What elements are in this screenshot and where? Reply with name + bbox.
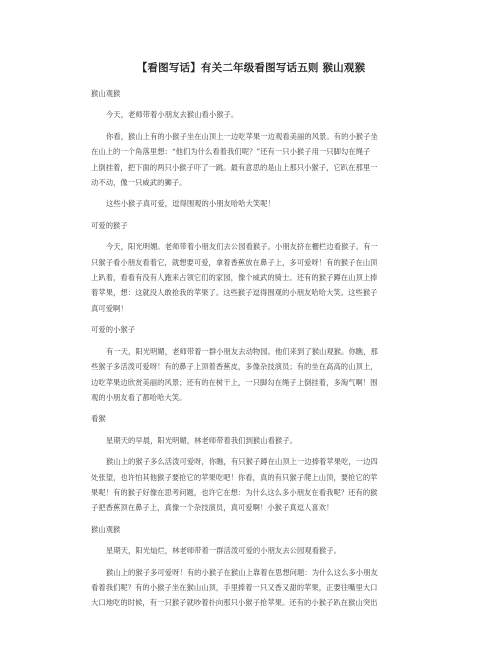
paragraph-line: 这些小猴子真可爱，逗得围观的小朋友哈哈大笑呢！ [106,199,275,209]
document-body [91,86,417,611]
paragraph-line: 观的小朋友看了都哈哈大笑。 [91,392,187,402]
section-heading: 看猴 [91,414,106,424]
paragraph-line: 大口地吃的时候，有一只猴子就吵着扑向那只小猴子抢苹果。还有的小猴子趴在猴山突出 [91,598,378,608]
paragraph-line: 看着我们呢？有的小猴子坐在猴山山顶，手里捧着一只又香又甜的苹果，正要往嘴里大口 [91,582,378,592]
document-title: 【看图写话】有关二年级看图写话五则 猴山观猴 [136,62,366,74]
paragraph-line: 有一天，阳光明媚，老师带着一群小朋友去动物园。他们来到了猴山观猴。你瞧，那 [106,346,378,356]
section-heading: 猴山观猴 [91,89,121,98]
paragraph-line: 动不动，像一只威武的狮子。 [91,178,187,188]
section-heading: 可爱的猴子 [91,220,128,230]
paragraph-line: 着苹果，想：这就没人敢抢我的苹果了。这些猴子逗得围观的小朋友哈哈大笑。这些猴子 [91,288,378,298]
section-heading: 可爱的小猴子 [91,325,136,335]
section-heading: 猴山观猴 [91,524,121,534]
paragraph-line: 星期天的早晨，阳光明媚，林老师带着我们到猴山看猴子。 [106,435,298,445]
paragraph-line: 你看，猴山上有的小猴子坐在山顶上一边吃苹果一边观看美丽的风景。有的小猴子坐 [106,131,378,141]
paragraph-line: 只猴子看小朋友看着它，就想要可爱，拿着香蕉放在鼻子上，多可爱呀！有的猴子在山顶 [91,257,378,267]
paragraph-line: 果呢！有的猴子好像在思考问题，也许它在想：为什么这么多小朋友在看我呢？还有的猴 [91,487,378,497]
paragraph-line: 真可爱啊！ [91,303,128,313]
paragraph-line: 在山上的一个角落里想：“他们为什么看着我们呢？”还有一只小猴子用一只脚勾在绳子 [91,147,371,157]
paragraph-line: 上倒挂着，把下面的两只小猴子吓了一跳。最有意思的是山上那只小猴子，它趴在那里一 [91,162,378,172]
paragraph-line: 猴山上的猴子多么活泼可爱呀，你瞧，有只猴子蹲在山顶上一边捧着苹果吃，一边四 [106,457,378,467]
paragraph-line: 猴山上的猴子多可爱呀！有的小猴子在猴山上靠着在思想问题：为什么这么多小朋友 [106,567,378,577]
paragraph-line: 星期天，阳光灿烂，林老师带着一群活泼可爱的小朋友去公园观看猴子。 [106,546,342,556]
paragraph-line: 处张望，也许怕其他猴子要抢它的苹果吃吧！你看，真的有只猴子爬上山顶，要抢它的苹 [91,472,378,482]
paragraph-line: 边吃苹果边欣赏美丽的风景；还有的在树干上，一只脚勾在绳子上倒挂着，多淘气啊！围 [91,377,378,387]
paragraph-line: 些猴子多活泼可爱呀！有的鼻子上顶着香蕉皮，多像杂技演员；有的坐在高高的山顶上， [91,362,378,372]
paragraph-line: 子把香蕉顶在鼻子上，真像一个杂技演员，真可爱啊！小猴子真逗人喜欢！ [91,503,334,513]
paragraph-line: 今天，老师带着小朋友去猴山看小猴子。 [106,110,239,120]
paragraph-line: 上趴着，看看有没有人跑来占领它们的家园，像个威武的骑士。还有的猴子蹲在山顶上捧 [91,273,378,283]
paragraph-line: 今天，阳光明媚。老师带着小朋友们去公园看猴子。小朋友挤在栅栏边看猴子。有一 [106,242,378,252]
